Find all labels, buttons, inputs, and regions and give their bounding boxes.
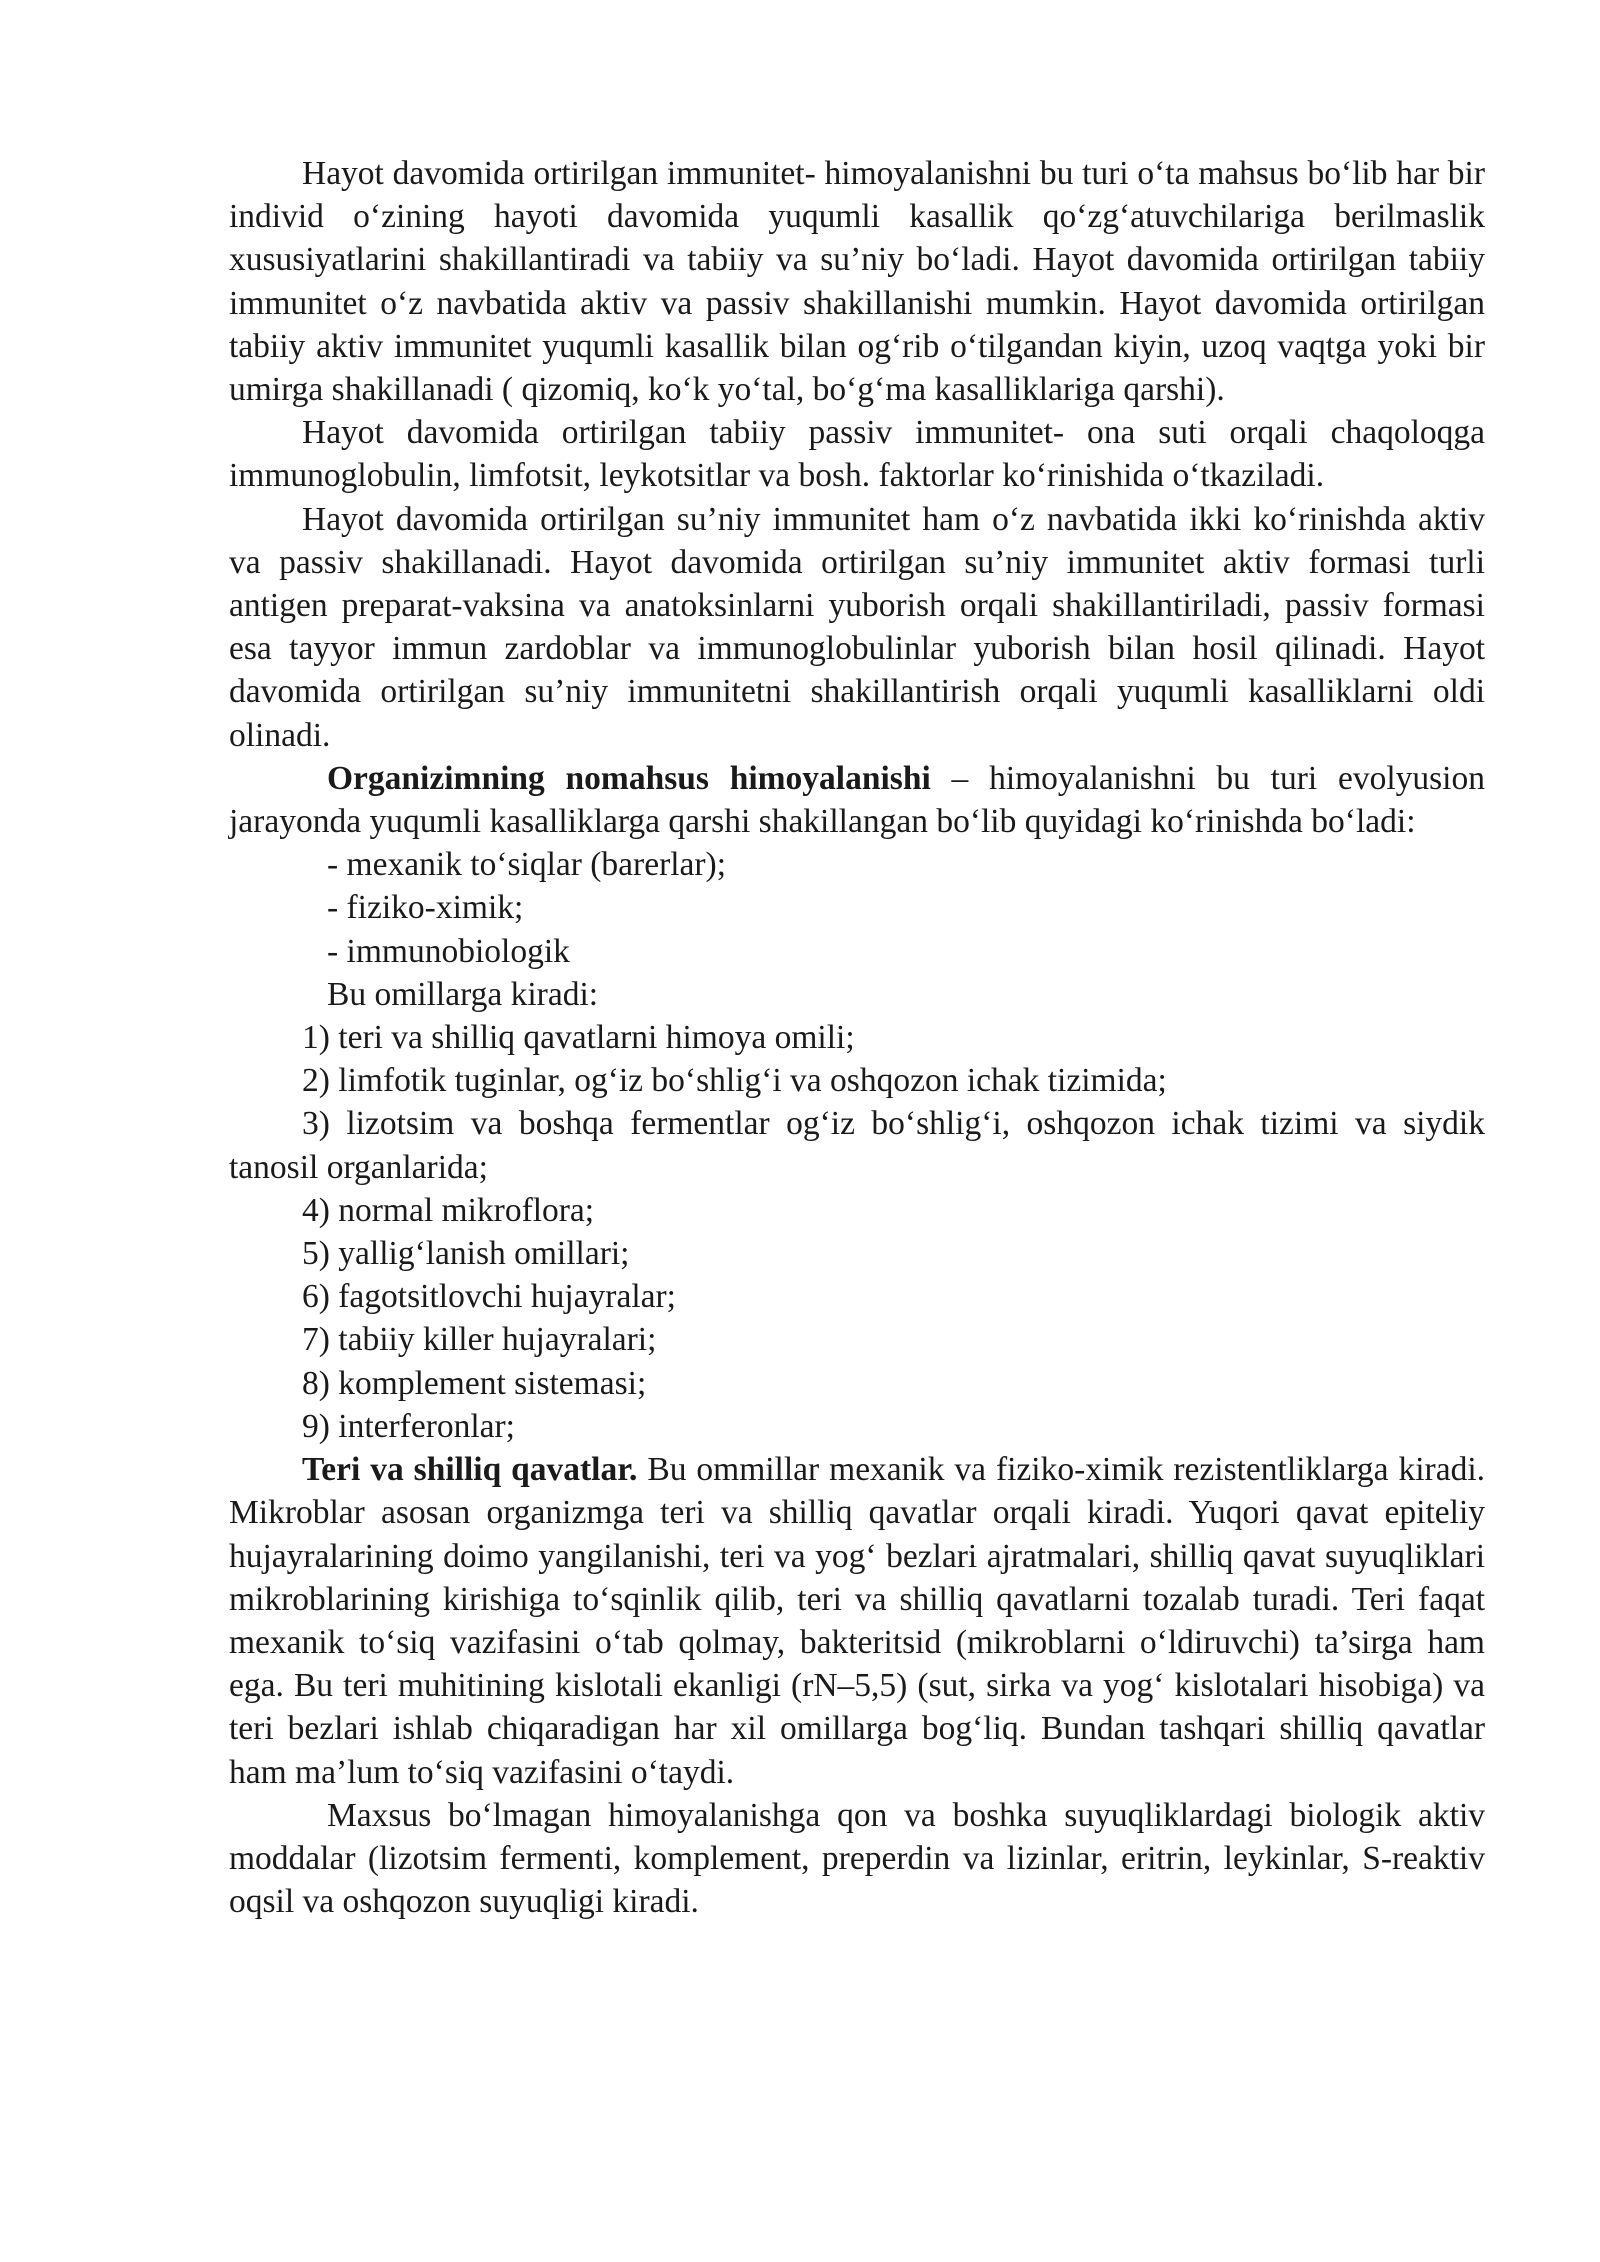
factor-list-item: 2) limfotik tuginlar, og‘iz bo‘shlig‘i va oshqozon ichak tizimida; — [302, 1062, 1167, 1100]
factor-list-item: 8) komplement sistemasi; — [302, 1364, 647, 1402]
paragraph-biological-substances: Maxsus bo‘lmagan himoyalanishga qon va boshka suyuqliklardagi biologik aktiv moddalar (lizotsim fermenti, komplement, preperdin va lizinlar, eritrin, leykinlar, S-reaktiv oqsil va oshqozon suyuqligi kiradi. — [229, 1796, 1485, 1921]
factor-list-item: 9) interferonlar; — [302, 1407, 515, 1445]
dash-list-item: - fiziko-ximik; — [327, 889, 524, 927]
factor-list-item: 1) teri va shilliq qavatlarni himoya omili; — [302, 1019, 855, 1057]
factor-list-item: 3) lizotsim va boshqa fermentlar og‘iz bo‘shlig‘i, oshqozon ichak tizimi va siydik tanosil organlarida; — [229, 1105, 1485, 1186]
factors-intro: Bu omillarga kiradi: — [327, 975, 599, 1013]
paragraph-nonspecific-protection — [229, 757, 1485, 843]
dash-list-item: - immunobiologik — [327, 932, 570, 970]
term-skin-mucosa: Teri va shilliq qavatlar. — [302, 1451, 638, 1489]
document-page — [229, 152, 1485, 1923]
dash-list-item: - mexanik to‘siqlar (barerlar); — [327, 846, 727, 884]
paragraph-nonspecific-protection-text: – himoyalanishni bu turi evolyusion jarayonda yuqumli kasalliklarga qarshi shakillangan bo‘lib quyidagi ko‘rinishda bo‘ladi: — [229, 759, 1485, 841]
paragraph-skin-mucosa-text: Bu ommillar mexanik va fiziko-ximik rezistentliklarga kiradi. Mikroblar asosan organizmga teri va shilliq qavatlar orqali kiradi. Yuqori qavat epiteliy hujayralarining doimo yangilanishi, teri va yog‘ bezlari ajratmalari, shilliq qavat suyuqliklari mikroblarining kirishiga to‘sqinlik qilib, teri va shilliq qavatlarni tozalab turadi. Teri faqat mexanik to‘siq vazifasini o‘tab qolmay, bakteritsid (mikroblarni o‘ldiruvchi) ta’sirga ham ega. Bu teri muhitining kislotali ekanligi (rN–5,5) (sut, sirka va yog‘ kislotalari hisobiga) va teri bezlari ishlab chiqaradigan har xil omillarga bog‘liq. Bundan tashqari shilliq qavatlar ham ma’lum to‘siq vazifasini o‘taydi. — [229, 1451, 1486, 1791]
paragraph-acquired-immunity: Hayot davomida ortirilgan immunitet- himoyalanishni bu turi o‘ta mahsus bo‘lib har bir individ o‘zining hayoti davomida yuqumli kasallik qo‘zg‘atuvchilariga berilmaslik xususiyatlarini shakillantiradi va tabiiy va su’niy bo‘ladi. Hayot davomida ortirilgan tabiiy immunitet o‘z navbatida aktiv va passiv shakillanishi mumkin. Hayot davomida ortirilgan tabiiy aktiv immunitet yuqumli kasallik bilan og‘rib o‘tilgandan kiyin, uzoq vaqtga yoki bir umirga shakillanadi ( qizomiq, ko‘k yo‘tal, bo‘g‘ma kasalliklariga qarshi). — [229, 155, 1485, 409]
paragraph-skin-mucosa — [229, 1448, 1485, 1794]
paragraph-natural-passive-immunity: Hayot davomida ortirilgan tabiiy passiv immunitet- ona suti orqali chaqoloqga immunoglobulin, limfotsit, leykotsitlar va bosh. faktorlar ko‘rinishida o‘tkaziladi. — [229, 414, 1485, 495]
factor-list-item: 4) normal mikroflora; — [302, 1191, 595, 1229]
factor-list-item: 6) fagotsitlovchi hujayralar; — [302, 1278, 676, 1316]
factor-list-item: 7) tabiiy killer hujayralari; — [302, 1321, 657, 1359]
term-nonspecific-protection: Organizimning nomahsus himoyalanishi — [327, 759, 931, 797]
paragraph-artificial-immunity: Hayot davomida ortirilgan su’niy immunitet ham o‘z navbatida ikki ko‘rinishda aktiv va passiv shakillanadi. Hayot davomida ortirilgan su’niy immunitet aktiv formasi turli antigen preparat-vaksina va anatoksinlarni yuborish orqali shakillantiriladi, passiv formasi esa tayyor immun zardoblar va immunoglobulinlar yuborish bilan hosil qilinadi. Hayot davomida ortirilgan su’niy immunitetni shakillantirish orqali yuqumli kasalliklarni oldi olinadi. — [229, 500, 1485, 754]
factor-list-item: 5) yallig‘lanish omillari; — [302, 1235, 630, 1273]
